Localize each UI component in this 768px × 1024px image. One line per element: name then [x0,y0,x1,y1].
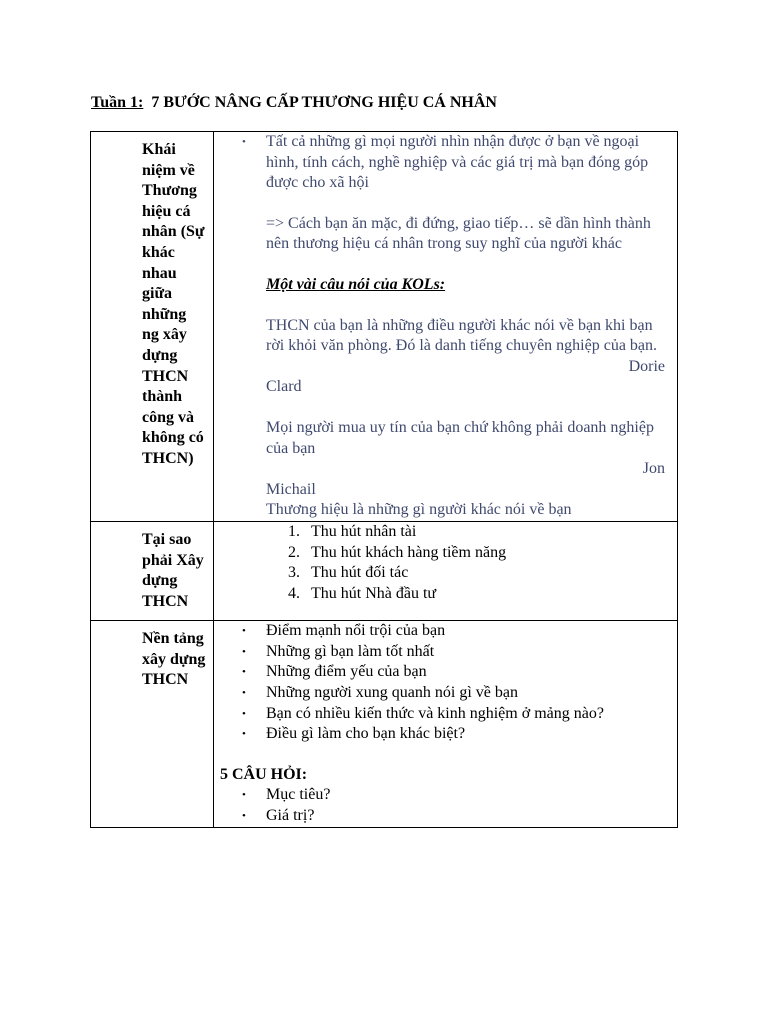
content-table [90,131,678,828]
document-title: 7 BƯỚC NÂNG CẤP THƯƠNG HIỆU CÁ NHÂN [151,94,497,111]
table-row [91,621,678,827]
list-item: 1. Thu hút nhân tài [288,522,417,540]
table-row [91,521,678,620]
list-item: • Giá trị? [214,806,677,827]
quote-author-last: Clard [266,378,302,396]
table-row [91,132,678,522]
week-label: Tuần 1: [91,94,144,111]
quote-text: Mọi người mua uy tín của bạn chứ không phải doanh nghiệp của bạn [266,418,654,457]
list-item: 2. Thu hút khách hàng tiềm năng [288,543,507,561]
document-heading [91,94,497,112]
quote-text: Thương hiệu là những gì người khác nói về bạn [266,501,572,519]
row-content-cell [214,521,678,620]
row-content-cell [214,132,678,522]
quote-author-last: Michail [266,480,316,498]
row-label-cell [91,132,214,522]
row-label-cell [91,521,214,620]
list-item: • Những điểm yếu của bạn [214,662,677,683]
row-content-cell [214,621,678,827]
kol-heading: Một vài câu nói của KOLs: [266,275,446,293]
quote-author-first: Jon [642,460,665,478]
list-item: • Điểm mạnh nổi trội của bạn [214,621,677,642]
row-label: Nền tảng xây dựng THCN [142,630,206,689]
quote-text: THCN của bạn là những điều người khác nói về bạn khi bạn rời khỏi văn phòng. Đó là danh tiếng chuyên nghiệp của bạn. [266,316,658,355]
questions-heading: 5 CÂU HỎI: [220,765,308,783]
arrow-text: => Cách bạn ăn mặc, đi đứng, giao tiếp… sẽ dần hình thành nên thương hiệu cá nhân trong suy nghĩ của người khác [266,214,651,253]
list-item: • Những người xung quanh nói gì về bạn [214,683,677,704]
list-item: • Những gì bạn làm tốt nhất [214,642,677,663]
list-item: • Mục tiêu? [214,785,677,806]
quote-author-first: Dorie [628,357,665,375]
list-item: • Tất cả những gì mọi người nhìn nhận được ở bạn về ngoại hình, tính cách, nghề nghiệp và các giá trị mà bạn đóng góp được cho xã hội [214,132,677,194]
row-label-cell [91,621,214,827]
list-item: • Điều gì làm cho bạn khác biệt? [214,724,677,745]
row-label: Khái niệm về Thương hiệu cá nhân (Sự khác nhau giữa những ng xây dựng THCN thành công và không có THCN) [142,141,205,467]
row-label: Tại sao phải Xây dựng THCN [142,530,204,610]
list-item: 4. Thu hút Nhà đầu tư [288,584,437,602]
list-item: 3. Thu hút đối tác [288,564,409,582]
list-item: • Bạn có nhiều kiến thức và kinh nghiệm ở mảng nào? [214,704,677,725]
